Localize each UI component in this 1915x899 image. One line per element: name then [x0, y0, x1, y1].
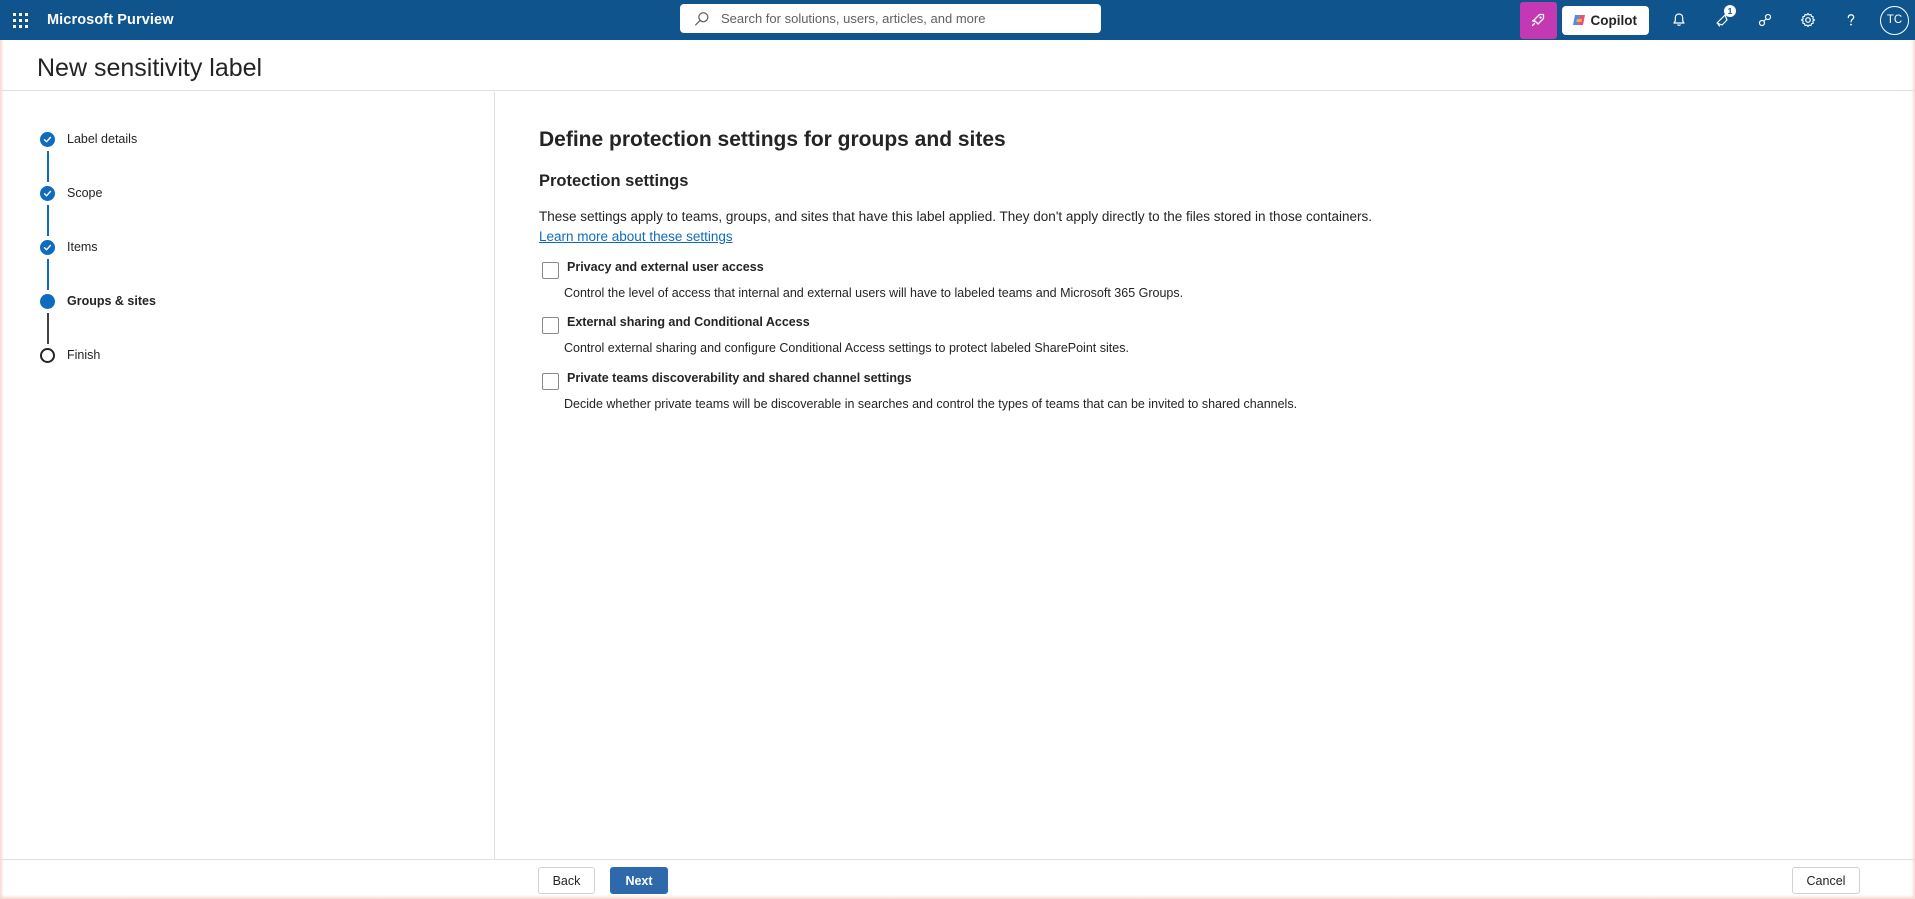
rocket-icon [1530, 12, 1546, 28]
question-icon [1843, 12, 1859, 28]
check-circle-icon [40, 132, 55, 147]
privacy-access-checkbox[interactable] [542, 262, 559, 279]
copilot-icon [1572, 13, 1586, 27]
copilot-label: Copilot [1590, 12, 1637, 28]
cancel-button[interactable]: Cancel [1792, 867, 1860, 894]
step-label: Label details [67, 132, 138, 146]
option-description: Control the level of access that internal and external users will have to labeled teams and Microsoft 365 Groups. [564, 286, 1184, 300]
wizard-step-label-details[interactable] [40, 129, 137, 149]
empty-circle-icon [40, 348, 55, 363]
window-edge [1911, 40, 1915, 899]
waffle-icon [13, 13, 28, 28]
gear-icon [1800, 12, 1816, 28]
option-title[interactable]: Privacy and external user access [567, 260, 764, 274]
check-circle-icon [40, 240, 55, 255]
connections-button[interactable] [1743, 0, 1786, 40]
window-edge [0, 895, 1915, 899]
link-icon [1757, 12, 1773, 28]
header-tools [1520, 0, 1915, 40]
help-button[interactable] [1829, 0, 1872, 40]
current-step-dot-icon [40, 294, 55, 309]
external-sharing-checkbox[interactable] [542, 317, 559, 334]
option-title[interactable]: External sharing and Conditional Access [567, 315, 810, 329]
step-connector [47, 313, 49, 344]
next-button[interactable]: Next [610, 867, 668, 894]
wizard-footer [0, 859, 1915, 899]
private-teams-checkbox[interactable] [542, 373, 559, 390]
section-heading: Protection settings [539, 172, 689, 190]
option-description: Control external sharing and configure Conditional Access settings to protect labeled SharePoint sites. [564, 341, 1129, 355]
step-connector [47, 151, 49, 182]
search-icon [693, 10, 711, 28]
step-label: Items [67, 240, 98, 254]
wizard-step-scope[interactable] [40, 183, 102, 203]
page-title: New sensitivity label [37, 54, 263, 82]
whats-new-button[interactable] [1700, 0, 1743, 40]
main-heading: Define protection settings for groups and sites [539, 128, 1006, 151]
learn-more-link[interactable]: Learn more about these settings [539, 229, 733, 244]
step-connector [47, 259, 49, 290]
wizard-step-finish[interactable] [40, 345, 100, 365]
wizard-step-items[interactable] [40, 237, 98, 257]
option-description: Decide whether private teams will be discoverable in searches and control the types of teams that can be invited to shared channels. [564, 397, 1298, 411]
section-description: These settings apply to teams, groups, and sites that have this label applied. They don't apply directly to the files stored in those containers. [539, 209, 1373, 224]
page-header [0, 40, 1915, 91]
notifications-button[interactable] [1657, 0, 1700, 40]
wizard-steps-nav [0, 92, 495, 859]
check-circle-icon [40, 186, 55, 201]
copilot-button[interactable] [1562, 6, 1650, 35]
user-avatar[interactable]: TC [1880, 6, 1909, 35]
search-placeholder[interactable]: Search for solutions, users, articles, and more [721, 11, 986, 26]
app-name[interactable]: Microsoft Purview [47, 12, 174, 28]
step-label: Finish [67, 348, 101, 362]
step-connector [47, 205, 49, 236]
notification-badge: 1 [1724, 5, 1736, 17]
step-label: Scope [67, 186, 103, 200]
settings-button[interactable] [1786, 0, 1829, 40]
purple-feature-button[interactable] [1520, 2, 1557, 39]
search-box[interactable] [680, 4, 1101, 33]
top-bar [0, 0, 1915, 40]
option-title[interactable]: Private teams discoverability and shared channel settings [567, 371, 912, 385]
wizard-step-groups-sites[interactable] [40, 291, 156, 311]
window-edge [0, 40, 4, 899]
back-button[interactable]: Back [538, 867, 595, 894]
app-launcher-button[interactable] [0, 0, 40, 40]
step-label: Groups & sites [67, 294, 156, 308]
bell-icon [1671, 12, 1687, 28]
